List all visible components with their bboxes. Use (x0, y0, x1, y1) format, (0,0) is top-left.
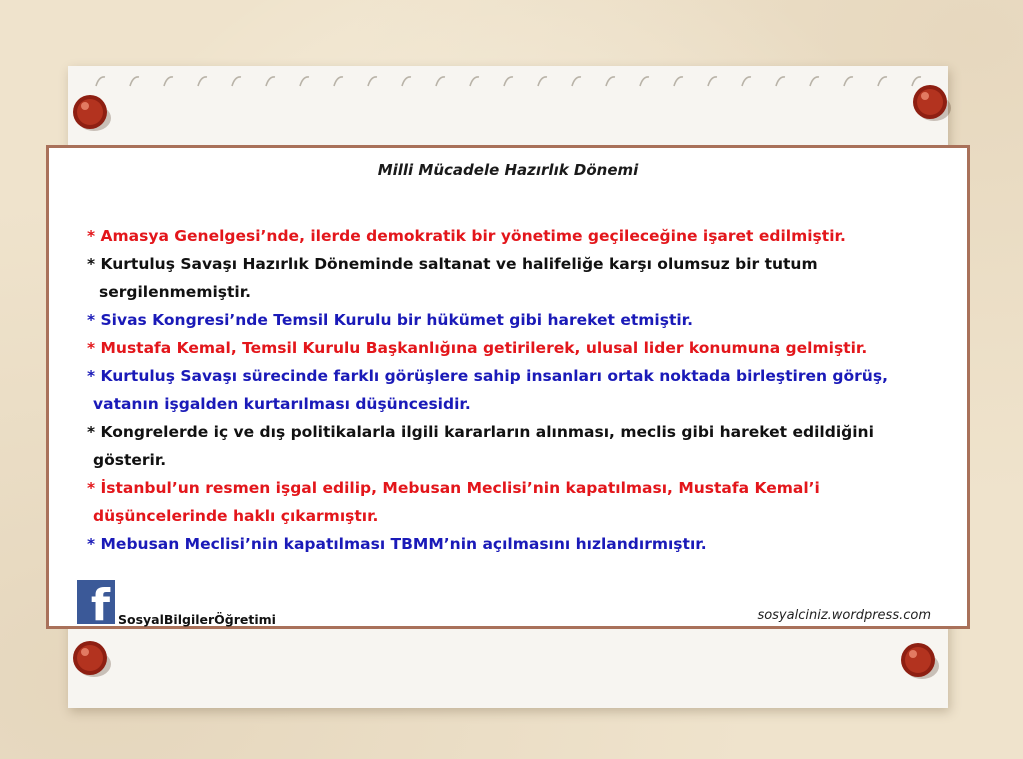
push-pin-icon (898, 640, 942, 684)
list-item (87, 530, 907, 558)
website-link[interactable]: sosyalciniz.wordpress.com (757, 608, 931, 623)
content-card (46, 145, 970, 629)
list-item (87, 334, 907, 362)
list-item (87, 362, 907, 418)
push-pin-icon (910, 82, 954, 126)
list-item-line: * Kongrelerde iç ve dış politikalarla ilgili kararların alınması, meclis gibi hareket edildiğini (87, 423, 874, 441)
push-pin-icon (70, 92, 114, 136)
list-item-line: * Sivas Kongresi’nde Temsil Kurulu bir hükümet gibi hareket etmiştir. (87, 311, 693, 329)
list-item-line: * Kurtuluş Savaşı Hazırlık Döneminde saltanat ve halifeliğe karşı olumsuz bir tutum (87, 255, 818, 273)
list-item-line: * Amasya Genelgesi’nde, ilerde demokratik bir yönetime geçileceğine işaret edilmiştir. (87, 227, 846, 245)
facebook-page-name[interactable]: SosyalBilgilerÖğretimi (118, 612, 276, 627)
facebook-icon[interactable]: f (77, 580, 115, 624)
list-item (87, 474, 907, 530)
list-item (87, 250, 907, 306)
list-item-line: * İstanbul’un resmen işgal edilip, Mebusan Meclisi’nin kapatılması, Mustafa Kemal’i (87, 479, 820, 497)
list-item-line: * Mebusan Meclisi’nin kapatılması TBMM’nin açılmasını hızlandırmıştır. (87, 535, 707, 553)
list-item (87, 222, 907, 250)
fact-list (87, 222, 907, 558)
list-item-line: gösterir. (93, 451, 167, 469)
list-item (87, 418, 907, 474)
list-item-line: düşüncelerinde haklı çıkarmıştır. (93, 507, 379, 525)
list-item-line: vatanın işgalden kurtarılması düşüncesidir. (93, 395, 471, 413)
list-item-line: * Kurtuluş Savaşı sürecinde farklı görüşlere sahip insanları ortak noktada birleştiren görüş, (87, 367, 888, 385)
spiral-binding-holes (68, 70, 948, 92)
facebook-badge[interactable] (77, 580, 276, 631)
list-item-line: sergilenmemiştir. (99, 283, 252, 301)
list-item-line: * Mustafa Kemal, Temsil Kurulu Başkanlığına getirilerek, ulusal lider konumuna gelmiştir. (87, 339, 868, 357)
list-item (87, 306, 907, 334)
card-title: Milli Mücadele Hazırlık Dönemi (377, 161, 639, 179)
push-pin-icon (70, 638, 114, 682)
